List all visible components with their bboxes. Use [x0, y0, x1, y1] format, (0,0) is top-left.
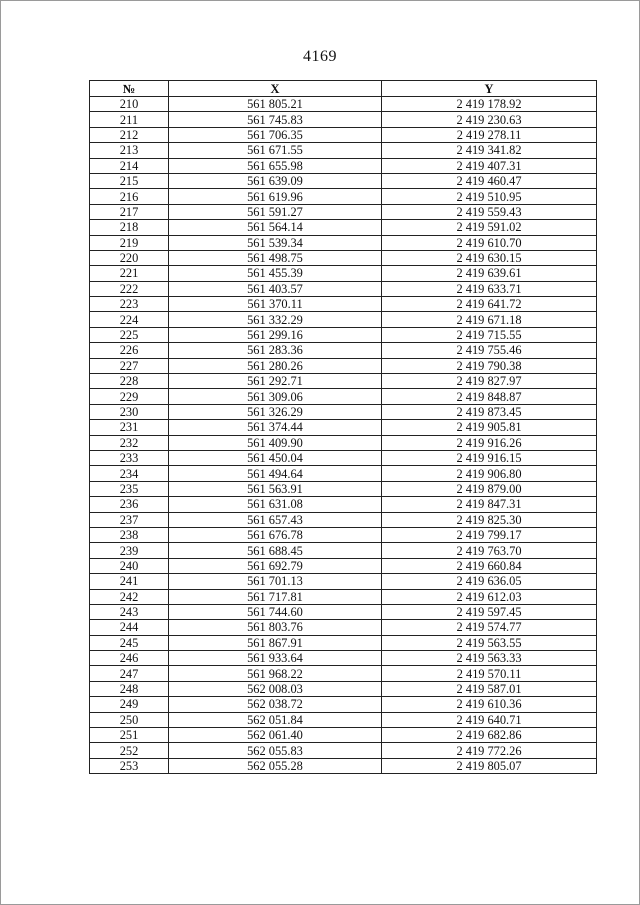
cell-y: 2 419 763.70	[382, 543, 597, 558]
cell-y: 2 419 230.63	[382, 112, 597, 127]
cell-y: 2 419 178.92	[382, 97, 597, 112]
cell-number: 243	[90, 604, 169, 619]
page-number: 4169	[303, 48, 337, 65]
cell-number: 251	[90, 728, 169, 743]
cell-y: 2 419 597.45	[382, 604, 597, 619]
cell-number: 230	[90, 404, 169, 419]
cell-x: 562 051.84	[169, 712, 382, 727]
cell-number: 220	[90, 250, 169, 265]
table-row	[90, 527, 597, 542]
table-row	[90, 389, 597, 404]
cell-number: 253	[90, 758, 169, 773]
cell-y: 2 419 633.71	[382, 281, 597, 296]
table-row	[90, 435, 597, 450]
cell-x: 561 655.98	[169, 158, 382, 173]
cell-x: 561 280.26	[169, 358, 382, 373]
cell-x: 561 867.91	[169, 635, 382, 650]
cell-number: 210	[90, 97, 169, 112]
cell-x: 561 564.14	[169, 220, 382, 235]
cell-x: 561 494.64	[169, 466, 382, 481]
cell-y: 2 419 755.46	[382, 343, 597, 358]
cell-x: 561 374.44	[169, 420, 382, 435]
table-row	[90, 173, 597, 188]
table-row	[90, 189, 597, 204]
cell-y: 2 419 873.45	[382, 404, 597, 419]
cell-number: 235	[90, 481, 169, 496]
cell-y: 2 419 799.17	[382, 527, 597, 542]
table-body	[90, 97, 597, 774]
cell-number: 248	[90, 681, 169, 696]
cell-x: 561 498.75	[169, 250, 382, 265]
cell-y: 2 419 612.03	[382, 589, 597, 604]
table-row	[90, 250, 597, 265]
cell-x: 561 671.55	[169, 143, 382, 158]
cell-number: 247	[90, 666, 169, 681]
cell-x: 562 038.72	[169, 697, 382, 712]
cell-number: 215	[90, 173, 169, 188]
cell-y: 2 419 715.55	[382, 327, 597, 342]
table-row	[90, 481, 597, 496]
cell-x: 561 968.22	[169, 666, 382, 681]
cell-x: 561 591.27	[169, 204, 382, 219]
cell-number: 222	[90, 281, 169, 296]
cell-y: 2 419 563.55	[382, 635, 597, 650]
cell-number: 242	[90, 589, 169, 604]
column-header-number: №	[90, 81, 169, 97]
cell-y: 2 419 341.82	[382, 143, 597, 158]
cell-y: 2 419 640.71	[382, 712, 597, 727]
cell-y: 2 419 587.01	[382, 681, 597, 696]
cell-x: 561 450.04	[169, 450, 382, 465]
cell-x: 561 619.96	[169, 189, 382, 204]
cell-y: 2 419 407.31	[382, 158, 597, 173]
table-row	[90, 420, 597, 435]
column-header-x: X	[169, 81, 382, 97]
cell-x: 562 008.03	[169, 681, 382, 696]
cell-x: 561 692.79	[169, 558, 382, 573]
cell-number: 252	[90, 743, 169, 758]
cell-y: 2 419 660.84	[382, 558, 597, 573]
cell-x: 561 539.34	[169, 235, 382, 250]
table-row	[90, 358, 597, 373]
cell-number: 218	[90, 220, 169, 235]
cell-x: 561 409.90	[169, 435, 382, 450]
cell-x: 561 639.09	[169, 173, 382, 188]
table-row	[90, 512, 597, 527]
cell-x: 562 061.40	[169, 728, 382, 743]
table-row	[90, 297, 597, 312]
cell-y: 2 419 916.15	[382, 450, 597, 465]
cell-number: 217	[90, 204, 169, 219]
cell-x: 561 676.78	[169, 527, 382, 542]
table-row	[90, 666, 597, 681]
cell-y: 2 419 805.07	[382, 758, 597, 773]
cell-x: 561 933.64	[169, 651, 382, 666]
table-row	[90, 127, 597, 142]
cell-x: 561 563.91	[169, 481, 382, 496]
cell-x: 561 803.76	[169, 620, 382, 635]
cell-number: 226	[90, 343, 169, 358]
table-row	[90, 651, 597, 666]
cell-y: 2 419 610.70	[382, 235, 597, 250]
cell-number: 237	[90, 512, 169, 527]
cell-y: 2 419 847.31	[382, 497, 597, 512]
cell-y: 2 419 610.36	[382, 697, 597, 712]
cell-y: 2 419 671.18	[382, 312, 597, 327]
cell-x: 561 745.83	[169, 112, 382, 127]
table-row	[90, 97, 597, 112]
table-row	[90, 450, 597, 465]
cell-number: 234	[90, 466, 169, 481]
cell-number: 249	[90, 697, 169, 712]
table-row	[90, 743, 597, 758]
cell-number: 238	[90, 527, 169, 542]
table-row	[90, 589, 597, 604]
table-row	[90, 312, 597, 327]
cell-number: 219	[90, 235, 169, 250]
table-row	[90, 620, 597, 635]
table-row	[90, 327, 597, 342]
cell-number: 225	[90, 327, 169, 342]
table-row	[90, 112, 597, 127]
cell-x: 562 055.28	[169, 758, 382, 773]
cell-number: 223	[90, 297, 169, 312]
table-row	[90, 543, 597, 558]
cell-x: 561 299.16	[169, 327, 382, 342]
table-row	[90, 697, 597, 712]
cell-y: 2 419 682.86	[382, 728, 597, 743]
cell-number: 231	[90, 420, 169, 435]
cell-number: 250	[90, 712, 169, 727]
table-header	[90, 81, 597, 97]
cell-number: 216	[90, 189, 169, 204]
cell-x: 561 370.11	[169, 297, 382, 312]
coordinates-table	[89, 80, 597, 774]
cell-x: 561 403.57	[169, 281, 382, 296]
table-row	[90, 143, 597, 158]
cell-number: 227	[90, 358, 169, 373]
cell-number: 240	[90, 558, 169, 573]
cell-number: 246	[90, 651, 169, 666]
cell-number: 211	[90, 112, 169, 127]
cell-y: 2 419 916.26	[382, 435, 597, 450]
cell-x: 561 717.81	[169, 589, 382, 604]
cell-x: 561 688.45	[169, 543, 382, 558]
cell-number: 228	[90, 374, 169, 389]
cell-y: 2 419 827.97	[382, 374, 597, 389]
cell-x: 561 309.06	[169, 389, 382, 404]
table-row	[90, 558, 597, 573]
cell-y: 2 419 574.77	[382, 620, 597, 635]
header-row	[90, 81, 597, 97]
table-row	[90, 158, 597, 173]
cell-number: 224	[90, 312, 169, 327]
cell-x: 561 455.39	[169, 266, 382, 281]
cell-y: 2 419 636.05	[382, 574, 597, 589]
cell-number: 221	[90, 266, 169, 281]
cell-number: 244	[90, 620, 169, 635]
cell-x: 561 631.08	[169, 497, 382, 512]
cell-y: 2 419 460.47	[382, 173, 597, 188]
cell-y: 2 419 278.11	[382, 127, 597, 142]
cell-y: 2 419 790.38	[382, 358, 597, 373]
cell-x: 561 292.71	[169, 374, 382, 389]
cell-number: 213	[90, 143, 169, 158]
table-row	[90, 681, 597, 696]
cell-y: 2 419 772.26	[382, 743, 597, 758]
cell-y: 2 419 563.33	[382, 651, 597, 666]
cell-number: 233	[90, 450, 169, 465]
cell-y: 2 419 570.11	[382, 666, 597, 681]
cell-number: 245	[90, 635, 169, 650]
cell-x: 561 805.21	[169, 97, 382, 112]
cell-y: 2 419 848.87	[382, 389, 597, 404]
table-row	[90, 404, 597, 419]
table-row	[90, 343, 597, 358]
table-row	[90, 281, 597, 296]
table-row	[90, 604, 597, 619]
table-row	[90, 497, 597, 512]
cell-x: 561 283.36	[169, 343, 382, 358]
table-row	[90, 220, 597, 235]
table-row	[90, 728, 597, 743]
cell-x: 561 332.29	[169, 312, 382, 327]
table-row	[90, 758, 597, 773]
cell-y: 2 419 639.61	[382, 266, 597, 281]
cell-x: 561 706.35	[169, 127, 382, 142]
table-row	[90, 266, 597, 281]
table-row	[90, 374, 597, 389]
cell-number: 241	[90, 574, 169, 589]
cell-x: 562 055.83	[169, 743, 382, 758]
cell-y: 2 419 905.81	[382, 420, 597, 435]
cell-x: 561 744.60	[169, 604, 382, 619]
table-row	[90, 635, 597, 650]
cell-x: 561 657.43	[169, 512, 382, 527]
cell-y: 2 419 559.43	[382, 204, 597, 219]
table-row	[90, 204, 597, 219]
cell-number: 212	[90, 127, 169, 142]
table-row	[90, 466, 597, 481]
cell-number: 214	[90, 158, 169, 173]
cell-y: 2 419 906.80	[382, 466, 597, 481]
cell-y: 2 419 510.95	[382, 189, 597, 204]
column-header-y: Y	[382, 81, 597, 97]
cell-number: 229	[90, 389, 169, 404]
table-row	[90, 235, 597, 250]
cell-y: 2 419 591.02	[382, 220, 597, 235]
cell-y: 2 419 825.30	[382, 512, 597, 527]
table-row	[90, 574, 597, 589]
table-row	[90, 712, 597, 727]
cell-y: 2 419 641.72	[382, 297, 597, 312]
cell-number: 236	[90, 497, 169, 512]
cell-number: 239	[90, 543, 169, 558]
cell-x: 561 326.29	[169, 404, 382, 419]
cell-y: 2 419 879.00	[382, 481, 597, 496]
cell-number: 232	[90, 435, 169, 450]
cell-y: 2 419 630.15	[382, 250, 597, 265]
cell-x: 561 701.13	[169, 574, 382, 589]
